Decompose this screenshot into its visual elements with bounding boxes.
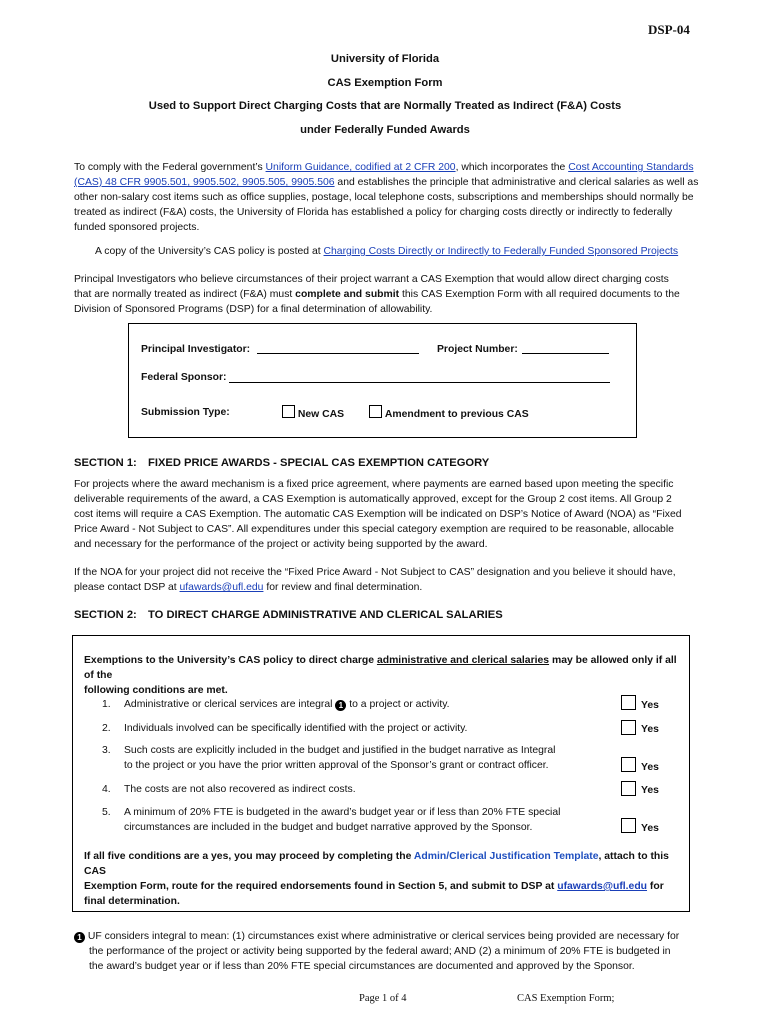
footnote-marker-icon: 1: [74, 932, 85, 943]
conditions-closing: If all five conditions are a yes, you may proceed by completing the Admin/Clerical Justification Template, attach to this CAS Exemption Form, route for the required endorsements found in Section 5, and submit to DSP at ufawards@ufl.edu for final determination.: [84, 851, 669, 907]
document-code: DSP-04: [648, 22, 690, 37]
project-number-input[interactable]: [522, 352, 609, 354]
section1-heading: FIXED PRICE AWARDS - SPECIAL CAS EXEMPTION CATEGORY: [148, 457, 490, 469]
condition-1-checkbox[interactable]: [621, 695, 636, 710]
title-university: University of Florida: [330, 53, 440, 65]
title-purpose: Used to Support Direct Charging Costs that are Normally Treated as Indirect (F&A) Costs: [148, 100, 622, 112]
condition-5-checkbox[interactable]: [621, 818, 636, 833]
condition-3-text: Such costs are explicitly included in the budget and justified in the budget narrative as Integral to the project or you have the prior written approval of the Sponsor’s grant or contract officer.: [124, 745, 556, 771]
title-form-name: CAS Exemption Form: [327, 77, 443, 89]
condition-3-number: 3.: [102, 745, 111, 756]
footer-form-name: CAS Exemption Form;: [517, 993, 615, 1004]
uniform-guidance-link[interactable]: Uniform Guidance, codified at 2 CFR 200: [265, 162, 456, 173]
title-subtitle: under Federally Funded Awards: [300, 124, 470, 136]
conditions-intro: Exemptions to the University’s CAS policy to direct charge administrative and clerical salaries may be allowed only if all of the following conditions are met.: [84, 655, 677, 696]
condition-5-yes: Yes: [641, 823, 659, 834]
admin-template-link[interactable]: Admin/Clerical Justification Template: [413, 851, 599, 862]
section1-number: SECTION 1:: [74, 457, 137, 469]
cas-cfr-link[interactable]: (CAS) 48 CFR 9905.501, 9905.502, 9905.505, 9905.506: [74, 177, 335, 188]
cas-policy-link[interactable]: Charging Costs Directly or Indirectly to Federally Funded Sponsored Projects: [323, 246, 679, 257]
intro-paragraph: To comply with the Federal government’s Uniform Guidance, codified at 2 CFR 200, which incorporates the Cost Accounting Standards (CAS) 48 CFR 9905.501, 9905.502, 9905.505, 9905.506 and establishes the principle that administrative and clerical salaries as well as other non-salary cost items such as office supplies, postage, local telephone costs, subscriptions and memberships should normally be treated as indirect (F&A) costs, the University of Florida has established a policy for charging costs directly or indirectly to federally funded sponsored projects.: [74, 162, 699, 233]
amendment-option[interactable]: Amendment to previous CAS: [369, 405, 529, 422]
section1-paragraph: For projects where the award mechanism is a fixed price agreement, where payments are earned based upon meeting the specific deliverable requirements of the award, a CAS Exemption is automatically approved, except for the Group 2 cost items. All Group 2 cost items will require a CAS Exemption. The automatic CAS Exemption will be indicated on DSP’s Notice of Award (NOA) as “Fixed Price Award - Not Subject to CAS”. All expenditures under this special category exemption are required to be reasonable, allocable and necessary for the performance of the project or activity being supported by the award.: [74, 479, 682, 550]
condition-1-text: Administrative or clerical services are integral 1 to a project or activity.: [124, 699, 450, 710]
condition-4-number: 4.: [102, 784, 111, 795]
project-number-label: Project Number:: [437, 344, 518, 355]
sponsor-label: Federal Sponsor:: [141, 372, 227, 383]
amendment-checkbox[interactable]: [369, 405, 382, 418]
cas-standards-link[interactable]: Cost Accounting Standards: [568, 162, 694, 173]
condition-3-checkbox[interactable]: [621, 757, 636, 772]
condition-2-text: Individuals involved can be specifically identified with the project or activity.: [124, 723, 468, 734]
footnote: 1 UF considers integral to mean: (1) circumstances exist where administrative or clerical services being provided are necessary for the performance of the project or activity being supported by the federal award; AND (2) a minimum of 20% FTE is budgeted in the award’s budget year or if less than 20% FTE special circumstances are documented and approved by the Sponsor.: [74, 929, 714, 974]
section2-heading: TO DIRECT CHARGE ADMINISTRATIVE AND CLERICAL SALARIES: [148, 609, 503, 621]
section1-contact-paragraph: If the NOA for your project did not receive the “Fixed Price Award - Not Subject to CAS” designation and you believe it should have, please contact DSP at ufawards@ufl.edu for review and final determination.: [74, 567, 676, 593]
dsp-email-link-2[interactable]: ufawards@ufl.edu: [557, 881, 648, 892]
condition-5-text: A minimum of 20% FTE is budgeted in the award’s budget year or if less than 20% FTE special circumstances are included in the budget and budget narrative approved by the Sponsor.: [124, 807, 561, 833]
sponsor-input[interactable]: [229, 381, 610, 383]
condition-4-checkbox[interactable]: [621, 781, 636, 796]
condition-2-number: 2.: [102, 723, 111, 734]
condition-3-yes: Yes: [641, 762, 659, 773]
condition-4-yes: Yes: [641, 785, 659, 796]
footnote-marker-icon: 1: [335, 700, 346, 711]
pi-label: Principal Investigator:: [141, 344, 251, 355]
new-cas-option[interactable]: New CAS: [282, 405, 344, 422]
condition-4-text: The costs are not also recovered as indirect costs.: [124, 784, 356, 795]
submission-type-label: Submission Type:: [141, 407, 230, 418]
condition-2-checkbox[interactable]: [621, 720, 636, 735]
section2-number: SECTION 2:: [74, 609, 137, 621]
condition-2-yes: Yes: [641, 724, 659, 735]
page-number: Page 1 of 4: [359, 993, 407, 1004]
condition-1-yes: Yes: [641, 700, 659, 711]
condition-1-number: 1.: [102, 699, 111, 710]
pi-paragraph: Principal Investigators who believe circumstances of their project warrant a CAS Exemption that would allow direct charging costs that are normally treated as indirect (F&A) must complete and submit this CAS Exemption Form with all required documents to the Division of Sponsored Programs (DSP) for a final determination of allowability.: [74, 274, 680, 315]
policy-paragraph: A copy of the University’s CAS policy is posted at Charging Costs Directly or Indirectly to Federally Funded Sponsored Projects: [95, 246, 679, 257]
dsp-email-link[interactable]: ufawards@ufl.edu: [179, 582, 264, 593]
condition-5-number: 5.: [102, 807, 111, 818]
new-cas-checkbox[interactable]: [282, 405, 295, 418]
pi-input[interactable]: [257, 352, 419, 354]
